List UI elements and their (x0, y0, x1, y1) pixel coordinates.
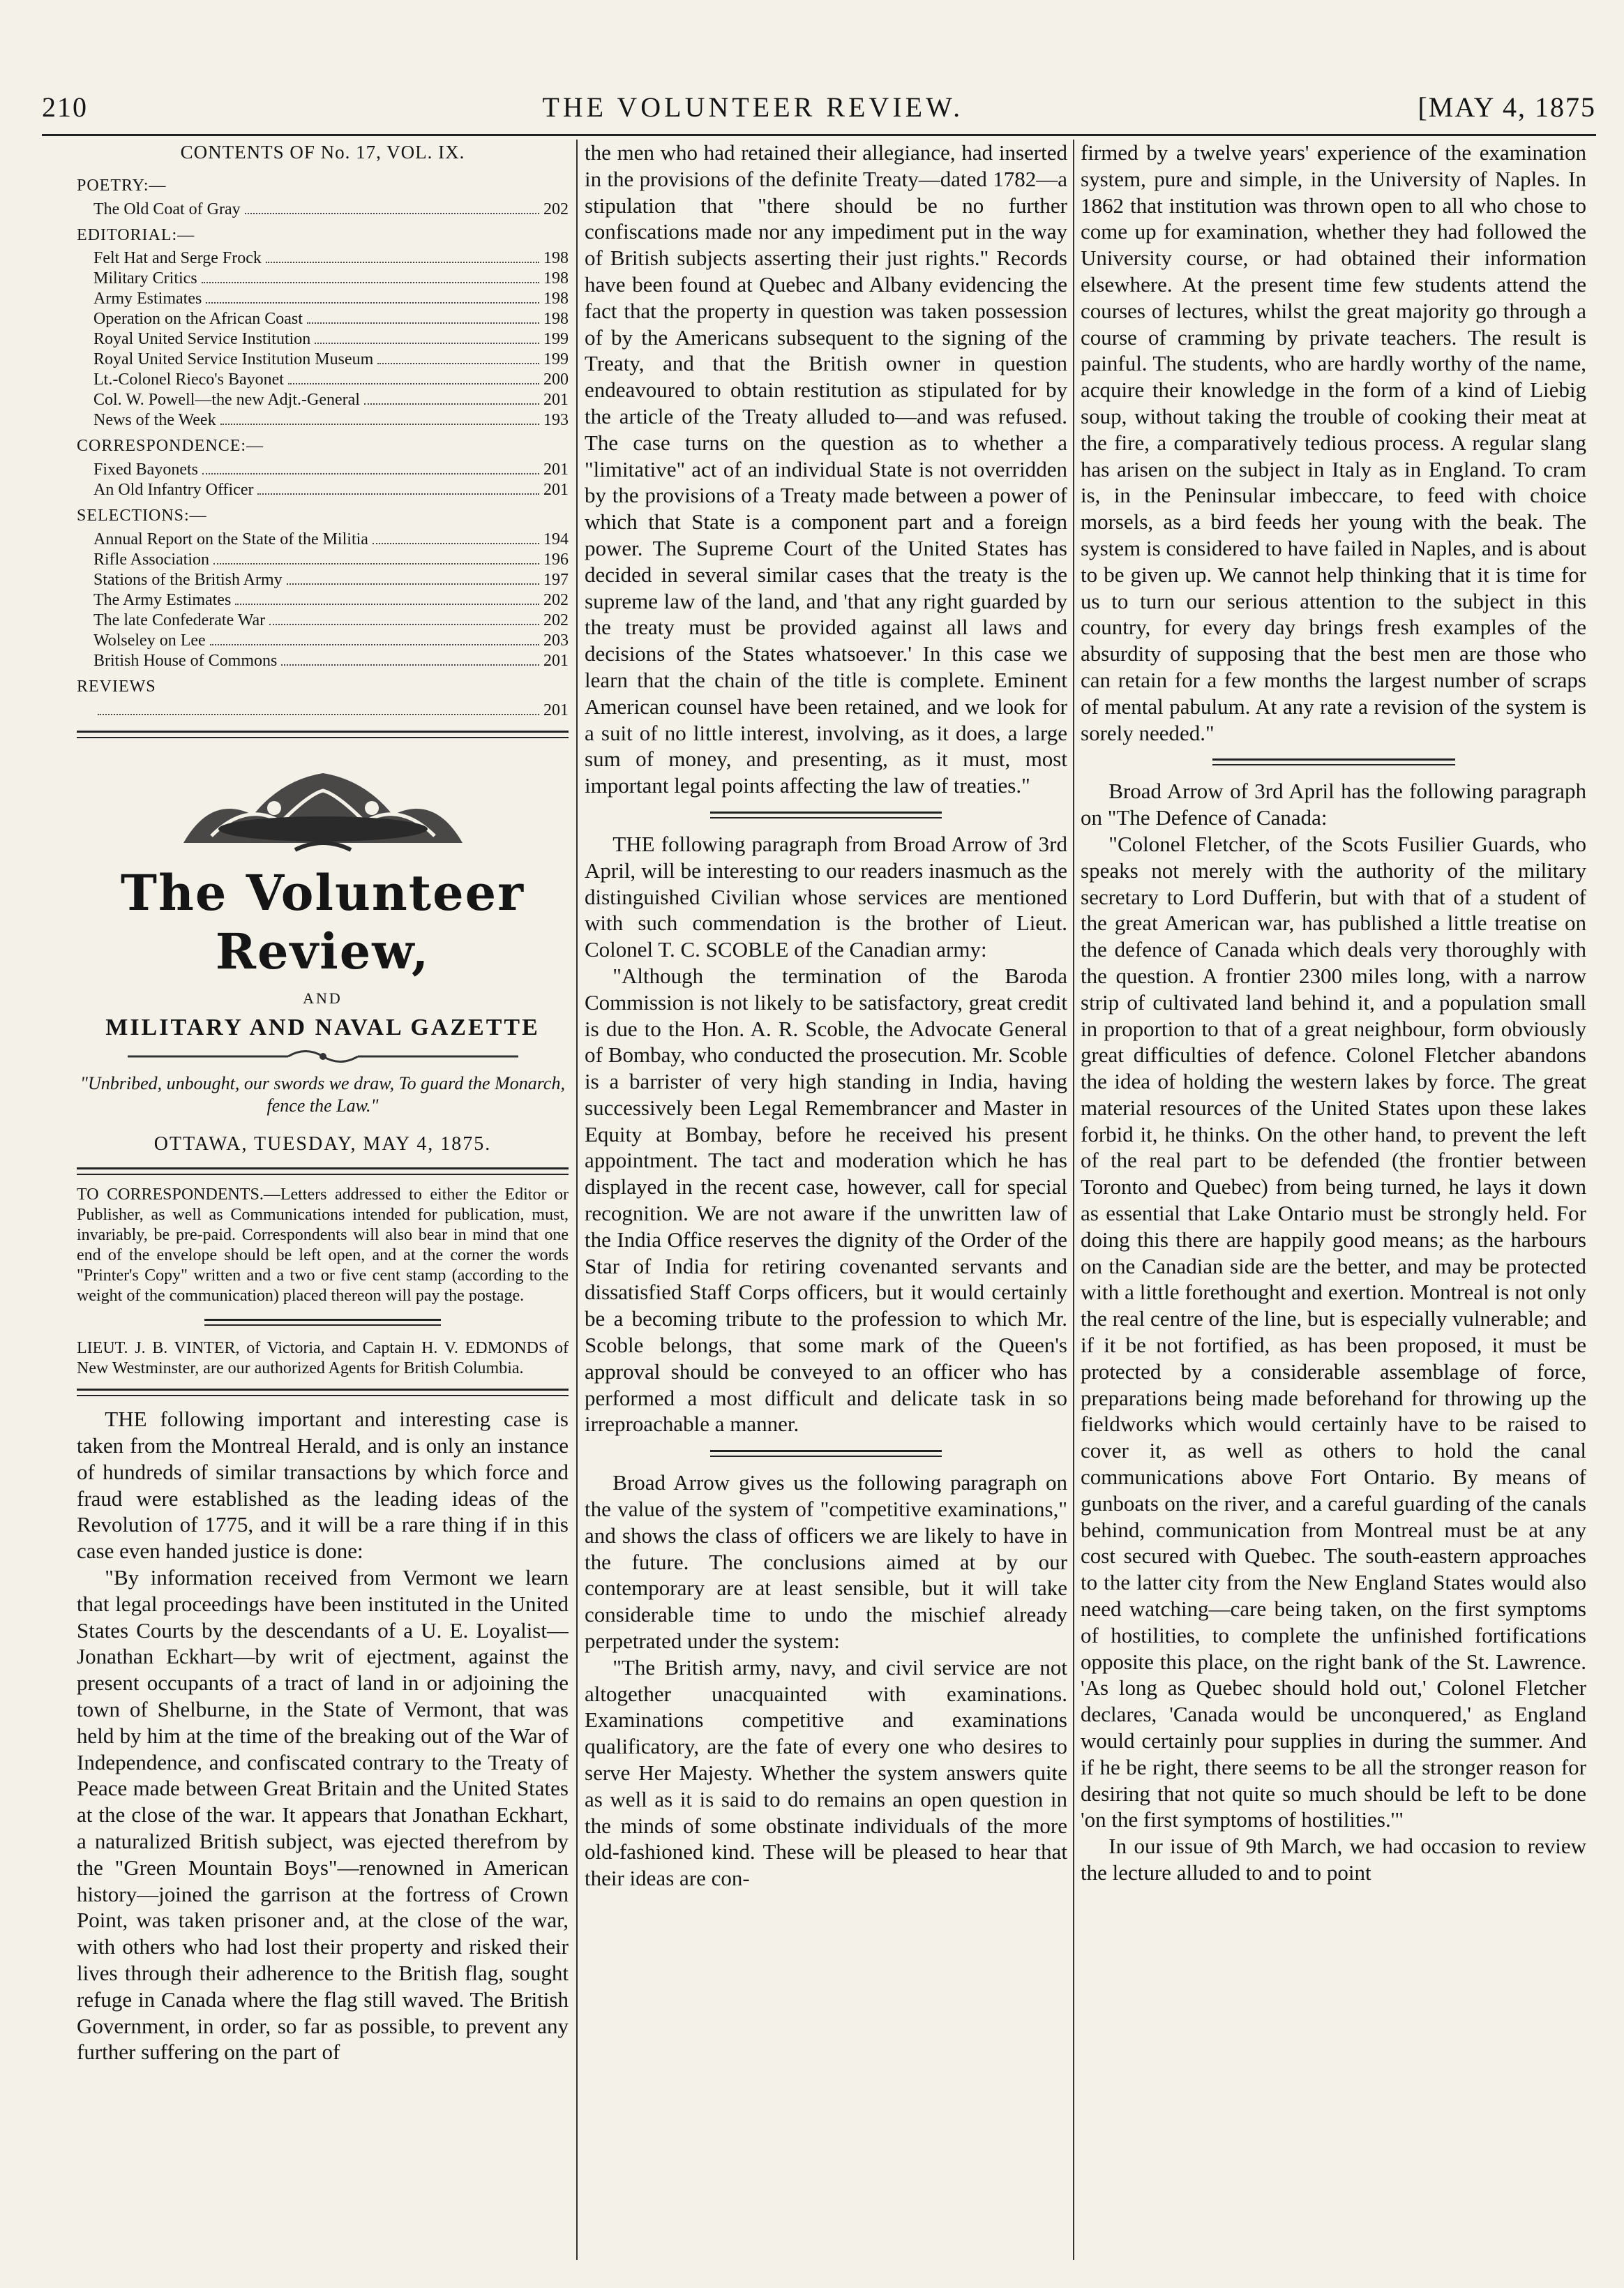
article-paragraph: "The British army, navy, and civil service are not altogether unacquainted with examinations. Examinations competitive and examinations qualificatory, are the fate of every one who desires to serve Her Majesty. Whether the system answers quite as well as it is said to do remains an open question in the minds of some obstinate individuals of the more old-fashioned kind. These will be pleased to hear that their ideas are con- (585, 1654, 1067, 1891)
contents-entry (77, 631, 569, 651)
leader-dots (281, 651, 539, 666)
contents-entry-page: 199 (543, 330, 569, 349)
contents-entry (77, 390, 569, 410)
leader-dots (202, 460, 539, 474)
contents-entry-title: Royal United Service Institution (93, 330, 311, 349)
contents-entry-title: The Old Coat of Gray (93, 200, 241, 218)
contents-entry-title: News of the Week (93, 411, 216, 430)
contents-entry (77, 611, 569, 631)
flourish-ornament (128, 1046, 518, 1067)
contents-entry-page: 201 (543, 701, 569, 719)
leader-dots (287, 570, 539, 585)
article-paragraph: In our issue of 9th March, we had occasion to review the lecture alluded to and to point (1081, 1834, 1586, 1885)
dateline: OTTAWA, TUESDAY, MAY 4, 1875. (153, 1133, 492, 1156)
contents-entry (77, 480, 569, 500)
article-paragraph: THE following important and interesting case is taken from the Montreal Herald, and is only an instance of hundreds of similar transactions by which force and fraud were established as the leading ideas of the Revolution of 1775, and it will be a rare thing if in this case even handed justice is done: (77, 1407, 569, 1564)
contents-entry-page: 200 (543, 371, 569, 389)
article-paragraph: THE following paragraph from Broad Arrow of 3rd April, will be interesting to our readers inasmuch as the distinguished Civilian whose services are mentioned with such commendation is the brother of Lieut. Colonel T. C. SCOBLE of the Canadian army: (585, 831, 1067, 962)
masthead-title: The Volunteer Review, (120, 863, 525, 980)
contents-entry-page: 202 (543, 611, 569, 629)
contents-entry-title: Army Estimates (93, 290, 202, 308)
leader-dots (213, 550, 539, 564)
contents-entry (77, 701, 569, 721)
column-2 (585, 140, 1067, 2260)
leader-dots (257, 480, 539, 495)
leader-dots (266, 248, 539, 263)
article-paragraph: "Although the termination of the Baroda Commission is not likely to be satisfactory, great credit is due to the Hon. A. R. Scoble, the Advocate General of Bombay, who conducted the prosecution. Mr. Scoble is a barrister of very high standing in India, having successively been Legal Remembrancer and Master in Equity at Bombay, before he received his present appointment. The tact and moderation which he has displayed in the recent case, however, call for special recognition. We are not aware if the unwritten law of the India Office reserves the dignity of the Order of the Star of India for retiring covenanted servants and dissatisfied Staff Corps officers, but it would certainly be a becoming tribute to the profession to which Mr. Scoble belongs, that some mark of the Queen's approval should be conveyed to an officer who has performed a most difficult and delicate task in so irreproachable a manner. (585, 963, 1067, 1437)
leader-dots (210, 631, 539, 645)
rule (77, 1167, 569, 1175)
leader-dots (373, 530, 539, 544)
leader-dots (98, 701, 539, 715)
contents-entry-title: The late Confederate War (93, 611, 266, 629)
contents-entry-title: Military Critics (93, 269, 197, 288)
page-number: 210 (42, 91, 88, 123)
masthead-motto: "Unbribed, unbought, our swords we draw, To guard the Monarch, fence the Law." (80, 1073, 565, 1116)
leader-dots (245, 200, 539, 214)
contents-entry-page: 199 (543, 350, 569, 369)
notice-agents: LIEUT. J. B. VINTER, of Victoria, and Captain H. V. EDMONDS of New Westminster, are our authorized Agents for British Columbia. (77, 1339, 569, 1378)
leader-dots (307, 309, 539, 324)
contents-entry (77, 200, 569, 220)
contents-entry-title: British House of Commons (93, 651, 278, 670)
contents-entry (77, 350, 569, 370)
column-divider (576, 140, 578, 2260)
contents-entry-page: 201 (543, 651, 569, 670)
contents-entry (77, 590, 569, 611)
leader-dots (288, 370, 539, 384)
contents-entry-page: 194 (543, 530, 569, 548)
leader-dots (315, 329, 539, 344)
contents-entry-page: 198 (543, 310, 569, 329)
contents-entry (77, 370, 569, 390)
article-paragraph: Broad Arrow gives us the following paragraph on the value of the system of "competitive examinations," and shows the class of officers we are likely to have in the future. The conclusions aimed at by our contemporary are at least sensible, but it will take considerable time to undo the mischief already perpetrated under the system: (585, 1470, 1067, 1654)
contents-entry (77, 309, 569, 329)
contents-entry-page: 201 (543, 391, 569, 410)
page-header (42, 82, 1596, 131)
masthead-subtitle: MILITARY AND NAVAL GAZETTE (105, 1014, 540, 1040)
leader-dots (269, 611, 539, 625)
masthead-ornament (170, 752, 476, 857)
contents-entry-page: 193 (543, 411, 569, 430)
article-paragraph: "Colonel Fletcher, of the Scots Fusilier Guards, who speaks not merely with the authority of the military secretary to Lord Dufferin, but with that of a student of the great American war, has published a little treatise on the defence of Canada which deals very thoroughly with the question. A frontier 2300 miles long, with a narrow strip of cultivated land behind it, and a population small in proportion to that of a great neighbour, form obviously great difficulties of defence. Colonel Fletcher abandons the idea of holding the western lakes by force. The great material resources of the United States upon these lakes forbid it, he thinks. On the other hand, to prevent the left of the real part to be defended (the frontier between Toronto and Quebec) from being turned, he lays it down as essential that Lake Ontario must be strongly held. For doing this there are happily good means; as the harbours on the Canadian side are the better, and may be protected with a little forethought and exertion. Montreal is not only the real centre of the line, but is especially vulnerable; and if it be not fortified, as has been proposed, it must be protected by a considerable assemblage of force, preparations being made beforehand for throwing up the fieldworks which would certainly have to be raised to cover it, as well as others to hold the canal communications above Fort Ontario. By means of gunboats on the river, and a careful guarding of the canals behind, communication from Montreal must be at any cost secured with Quebec. The south-eastern approaches to the latter city from the New England States would also need watching—care being taken, on the first symptoms of hostilities, to complete the unfinished fortifications opposite this place, on the right bank of the St. Lawrence. 'As long as Quebec should hold out,' Colonel Fletcher declares, 'Canada would be unconquered,' as England would certainly pour supplies in during the summer. And if he be right, there seems to be all the stronger reason for desiring that not quite so much should be left to be done 'on the first symptoms of hostilities.'" (1081, 831, 1586, 1832)
leader-dots (220, 410, 539, 425)
contents-entry-page: 198 (543, 290, 569, 308)
contents-entry (77, 289, 569, 309)
rule (710, 812, 942, 818)
contents-entry (77, 530, 569, 550)
contents-entry (77, 570, 569, 590)
contents-entry-page: 201 (543, 481, 569, 500)
contents-entry-title: Royal United Service Institution Museum (93, 350, 374, 369)
contents-entry-page: 201 (543, 461, 569, 479)
contents-entry-title: Stations of the British Army (93, 570, 283, 589)
leader-dots (206, 289, 539, 304)
contents-section-heading: SELECTIONS:— (77, 507, 207, 525)
contents-entry-title: Rifle Association (93, 550, 209, 569)
contents-entry (77, 460, 569, 480)
rule (710, 1450, 942, 1457)
contents-entry (77, 269, 569, 289)
article-paragraph: Broad Arrow of 3rd April has the following paragraph on "The Defence of Canada: (1081, 779, 1586, 830)
contents-entry-title: Col. W. Powell—the new Adjt.-General (93, 391, 360, 410)
contents-entry-title: An Old Infantry Officer (93, 481, 254, 500)
issue-date: [MAY 4, 1875 (1418, 91, 1596, 123)
column-divider (1073, 140, 1074, 2260)
contents-entry-title: Wolseley on Lee (93, 631, 206, 650)
contents-entry (77, 248, 569, 269)
contents-list (77, 173, 569, 721)
contents-entry (77, 550, 569, 570)
contents-entry (77, 410, 569, 431)
masthead-and: AND (303, 989, 343, 1007)
column-3 (1081, 140, 1586, 2260)
leader-dots (235, 590, 539, 605)
header-rule (42, 134, 1596, 136)
contents-entry (77, 329, 569, 350)
leader-dots (364, 390, 539, 405)
contents-entry-title: Fixed Bayonets (93, 461, 198, 479)
contents-title: CONTENTS OF No. 17, VOL. IX. (180, 142, 465, 163)
contents-entry-page: 202 (543, 200, 569, 218)
notice-correspondents: TO CORRESPONDENTS.—Letters addressed to either the Editor or Publisher, as well as Communications intended for publication, must, invariably, be pre-paid. Correspondents will also bear in mind that one end of the envelope should be left open, and at the corner the words "Printer's Copy" written and a two or five cent stamp (according to the weight of the communication) placed thereon will pay the postage. (77, 1186, 569, 1306)
contents-entry-page: 202 (543, 590, 569, 609)
contents-entry-title: Felt Hat and Serge Frock (93, 249, 262, 268)
article-paragraph: the men who had retained their allegiance, had inserted in the provisions of the definite Treaty—dated 1782—a stipulation that "there should be no further confiscations made nor any impediment put in the way of British subjects asserting their just rights." Records have been found at Quebec and Albany evidencing the fact that the property in question was taken possession of by the Americans subsequent to the signing of the Treaty, and that the British owner in question endeavoured to obtain restitution as stipulated for by the article of the Treaty alluded to—and was refused. The case turns on the question as to whether a "limitative" act of an individual State is not overridden by the provisions of a Treaty made between a power of which that State is a component part and a foreign power. The Supreme Court of the United States has decided in several similar cases that the treaty is the supreme law of the land, and 'that any right guarded by the treaty must be provided against all laws and decisions of the States whatsoever.' In this case we learn that the chain of the title is complete. Eminent American counsel have been retained, and we look for a suit of no little interest, involving, as it does, a large sum of money, and presenting, as it must, most important legal points affecting the law of treaties." (585, 140, 1067, 798)
contents-entry-title: Annual Report on the State of the Militia (93, 530, 368, 548)
leader-dots (377, 350, 539, 364)
contents-section-heading: POETRY:— (77, 176, 167, 195)
rule (77, 1389, 569, 1396)
contents-section-heading: REVIEWS (77, 677, 156, 696)
contents-entry-page: 197 (543, 570, 569, 589)
contents-entry-title: Operation on the African Coast (93, 310, 303, 329)
article-paragraph: "By information received from Vermont we learn that legal proceedings have been instituted in the United States Courts by the descendants of a U. E. Loyalist—Jonathan Eckhart—by writ of ejectment, against the present occupants of a tract of land in or adjoining the town of Shelburne, in the State of Vermont, that was held by him at the time of the breaking out of the War of Independence, and confiscated contrary to the Treaty of Peace made between Great Britain and the United States at the close of the war. It appears that Jonathan Eckhart, a naturalized British subject, was ejected therefrom by the "Green Mountain Boys"—renowned in American history—joined the garrison at the fortress of Crown Point, was taken prisoner and, at the close of the war, with others who had lost their property and risked their lives through their adherence to the British flag, sought refuge in Canada where the flag still waved. The British Government, in order, so far as possible, to prevent any further suffering on the part of (77, 1564, 569, 2065)
contents-entry-page: 196 (543, 550, 569, 569)
contents-entry-title: Lt.-Colonel Rieco's Bayonet (93, 371, 284, 389)
contents-entry (77, 651, 569, 671)
rule (77, 731, 569, 738)
contents-entry-title: The Army Estimates (93, 590, 232, 609)
leader-dots (202, 269, 539, 283)
contents-section-heading: CORRESPONDENCE:— (77, 437, 264, 456)
article-paragraph: firmed by a twelve years' experience of the examination system, pure and simple, in the University of Naples. In 1862 that institution was thrown open to all who chose to come up for examination, whether they had followed the University course, or had obtained their information elsewhere. At the present time few students attend the courses of lectures, whilst the great majority go through a course of cramming by private teachers. The result is painful. The students, who are hardly worthy of the name, acquire their knowledge in the form of a kind of Liebig soup, without taking the trouble of cooking their meat at the fire, a comparatively tedious process. A regular slang has arisen on the subject in Italy as in England. To cram is, in the Peninsular imbeccare, to feed with choice morsels, as a bird feeds her young with the beak. The system is considered to have failed in Naples, and is about to be given up. We cannot help thinking that it is time for us to turn our serious attention to the subject in this country, for every day brings fresh examples of the absurdity of supposing that the best men are those who can retain for a few months the largest number of scraps of mental pabulum. At any rate a revision of the system is sorely needed." (1081, 140, 1586, 745)
running-title: THE VOLUNTEER REVIEW. (542, 91, 964, 123)
contents-entry-page: 203 (543, 631, 569, 650)
rule (204, 1319, 440, 1326)
contents-entry-page: 198 (543, 269, 569, 288)
column-1 (77, 140, 569, 2260)
contents-section-heading: EDITORIAL:— (77, 225, 195, 244)
rule (1212, 758, 1455, 765)
contents-entry-page: 198 (543, 249, 569, 268)
